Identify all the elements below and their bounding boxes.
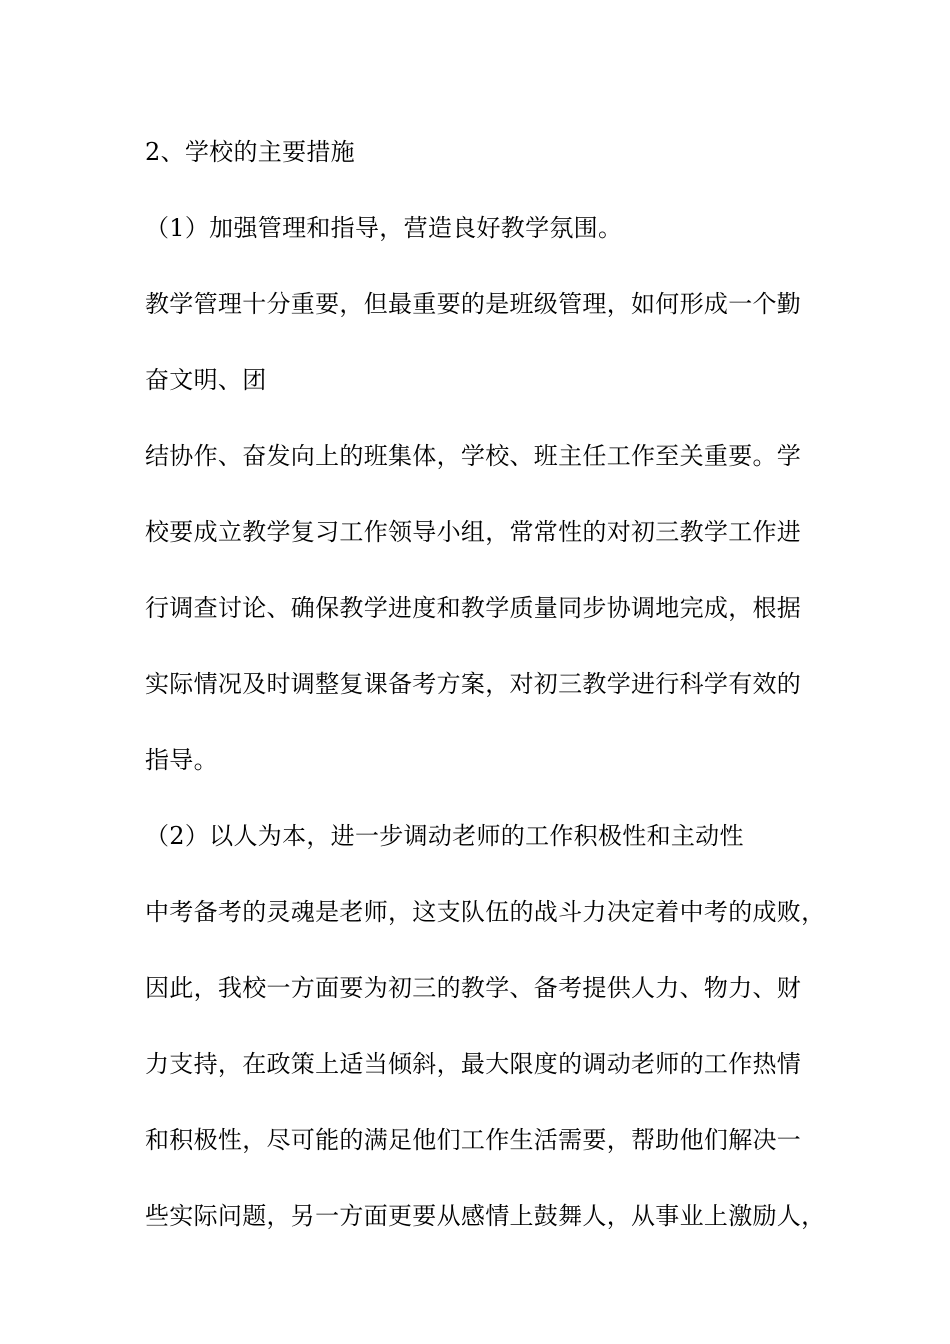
paragraph-line: 些实际问题，另一方面更要从感情上鼓舞人，从事业上激励人， <box>145 1202 826 1230</box>
paragraph-line: 行调查讨论、确保教学进度和教学质量同步协调地完成，根据 <box>145 594 802 622</box>
paragraph-line: 中考备考的灵魂是老师，这支队伍的战斗力决定着中考的成败， <box>145 898 826 926</box>
paragraph-line: 结协作、奋发向上的班集体，学校、班主任工作至关重要。学 <box>145 442 802 470</box>
paragraph-line: 指导。 <box>145 746 218 774</box>
paragraph-line: 实际情况及时调整复课备考方案，对初三教学进行科学有效的 <box>145 670 802 698</box>
subsection-heading-1: （1）加强管理和指导，营造良好教学氛围。 <box>145 214 623 242</box>
paragraph-line: 因此，我校一方面要为初三的教学、备考提供人力、物力、财 <box>145 974 802 1002</box>
subsection-heading-2: （2）以人为本，进一步调动老师的工作积极性和主动性 <box>145 822 744 850</box>
paragraph-line: 教学管理十分重要，但最重要的是班级管理，如何形成一个勤 <box>145 290 802 318</box>
paragraph-line: 奋文明、团 <box>145 366 267 394</box>
paragraph-line: 力支持，在政策上适当倾斜，最大限度的调动老师的工作热情 <box>145 1050 802 1078</box>
paragraph-line: 和积极性，尽可能的满足他们工作生活需要，帮助他们解决一 <box>145 1126 802 1154</box>
paragraph-line: 校要成立教学复习工作领导小组，常常性的对初三教学工作进 <box>145 518 802 546</box>
section-heading: 2、学校的主要措施 <box>145 138 355 166</box>
